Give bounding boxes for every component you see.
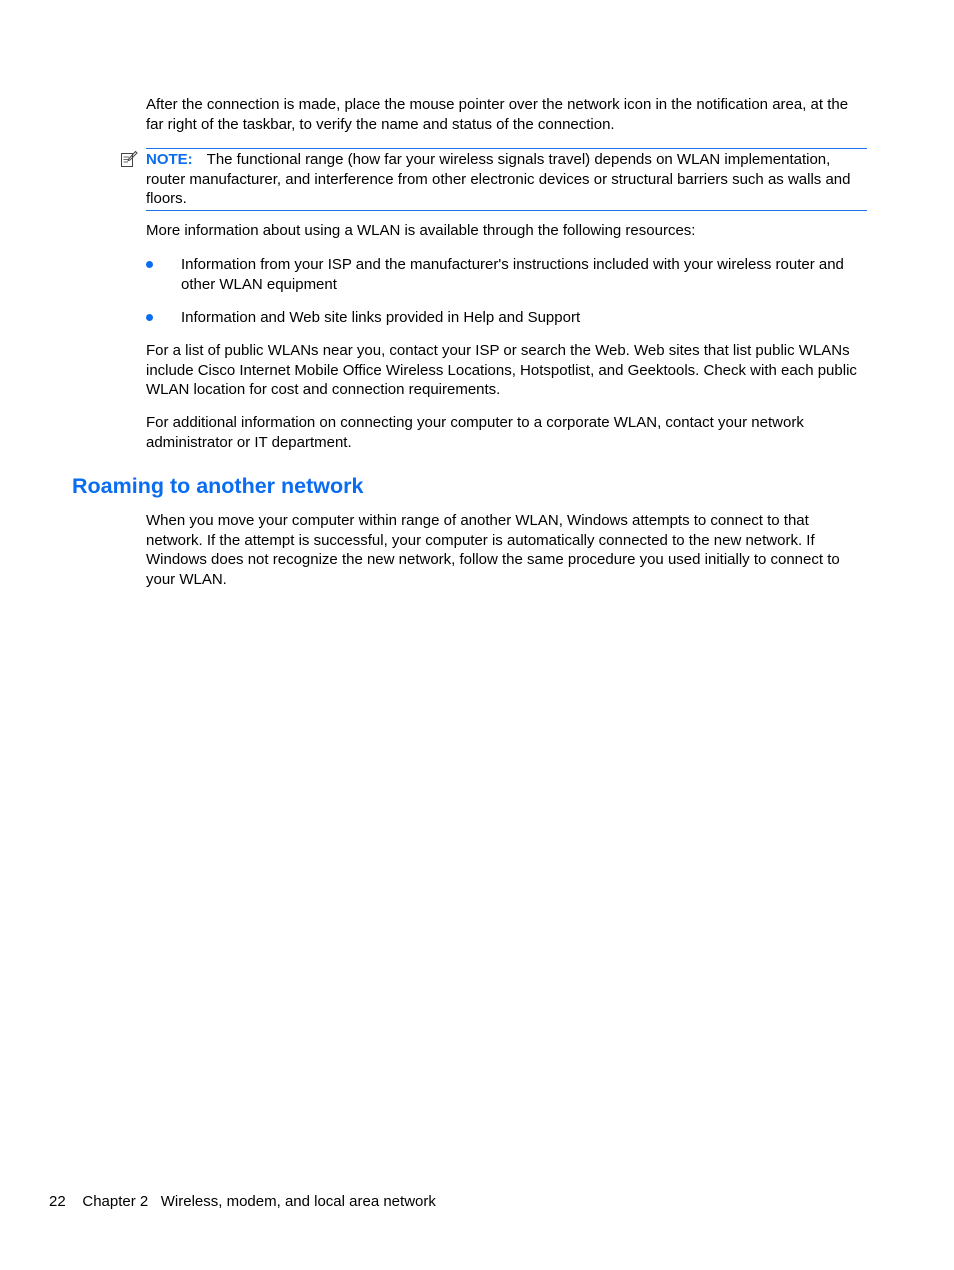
footer-chapter: Chapter 2 — [82, 1193, 149, 1210]
list-item-text: Information and Web site links provided in Help and Support — [181, 309, 581, 326]
list-item — [146, 308, 868, 328]
paragraph-public-wlans: For a list of public WLANs near you, contact your ISP or search the Web. Web sites that list public WLANs include Cisco Internet Mobile Office Wireless Locations, Hotspotlist, and Geektools. Check with each public WLAN location for cost and connection requirements. — [146, 342, 857, 398]
paragraph-connection-verify: After the connection is made, place the mouse pointer over the network icon in the notification area, at the far right of the taskbar, to verify the name and status of the connection. — [146, 96, 849, 133]
paragraph-more-info: More information about using a WLAN is available through the following resources: — [146, 222, 696, 239]
bullet-icon — [146, 261, 153, 268]
note-pencil-icon — [120, 150, 138, 168]
footer-chapter-title: Wireless, modem, and local area network — [160, 1193, 436, 1210]
note-label: NOTE: — [146, 151, 193, 168]
list-item-text: Information from your ISP and the manufacturer's instructions included with your wireless router and other WLAN equipment — [181, 256, 844, 293]
note-text: The functional range (how far your wireless signals travel) depends on WLAN implementation, router manufacturer, and interference from other electronic devices or structural barriers such as walls and floors. — [146, 151, 851, 207]
list-item — [146, 255, 868, 295]
note-box — [146, 148, 867, 211]
paragraph-corporate-wlan: For additional information on connecting your computer to a corporate WLAN, contact your network administrator or IT department. — [146, 414, 804, 451]
page-number: 22 — [49, 1193, 66, 1210]
bullet-icon — [146, 314, 153, 321]
section-heading: Roaming to another network — [72, 474, 364, 498]
page-footer — [49, 1192, 436, 1212]
paragraph-roaming: When you move your computer within range of another WLAN, Windows attempts to connect to that network. If the attempt is successful, your computer is automatically connected to the new network. If Windows does not recognize the new network, follow the same procedure you used initially to connect to your WLAN. — [146, 512, 840, 588]
